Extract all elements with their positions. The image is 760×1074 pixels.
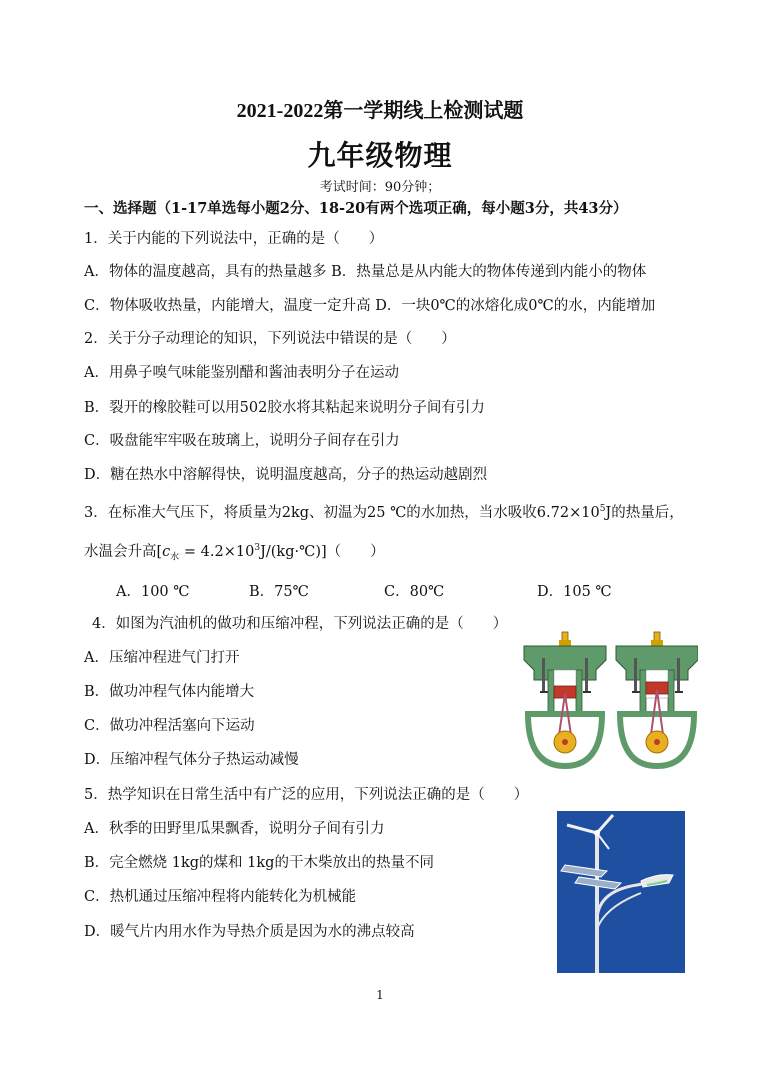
q3-c-symbol: c: [162, 543, 171, 560]
exam-time: 考试时间：90分钟；: [319, 180, 441, 195]
q2-option-c: C．吸盘能牢牢吸在玻璃上，说明分子间存在引力: [84, 433, 400, 449]
q2-option-d: D．糖在热水中溶解得快，说明温度越高，分子的热运动越剧烈: [84, 467, 488, 483]
q3-option-d: D．105 ℃: [537, 584, 612, 600]
page-number: 1: [376, 988, 384, 1002]
q1-stem: 1．关于内能的下列说法中，正确的是（ ）: [84, 231, 384, 247]
q4-option-a: A．压缩冲程进气门打开: [84, 650, 240, 666]
q2-option-a: A．用鼻子嗅气味能鉴别醋和酱油表明分子在运动: [84, 365, 399, 381]
q5-option-d: D．暖气片内用水作为导热介质是因为水的沸点较高: [84, 924, 415, 940]
exam-title: 2021-2022第一学期线上检测试题: [236, 100, 524, 122]
q3-stem-text-end: J的热量后，: [605, 504, 684, 521]
q1-options-ab: A．物体的温度越高，具有的热量越多 B．热量总是从内能大的物体传递到内能小的物体: [84, 264, 647, 280]
q2-stem: 2．关于分子动理论的知识，下列说法中错误的是（ ）: [84, 331, 456, 347]
engine-strokes-figure: [518, 630, 698, 770]
q4-option-b: B．做功冲程气体内能增大: [84, 684, 255, 700]
q4-stem: 4．如图为汽油机的做功和压缩冲程，下列说法正确的是（ ）: [92, 616, 508, 632]
q3-options: [116, 580, 616, 600]
q5-option-b: B．完全燃烧 1kg的煤和 1kg的干木柴放出的热量不同: [84, 855, 434, 871]
q5-option-a: A．秋季的田野里瓜果飘香，说明分子间有引力: [84, 821, 385, 837]
section-heading: 一、选择题（1-17单选每小题2分、18-20有两个选项正确，每小题3分，共43分）: [84, 200, 628, 217]
q3-option-b: B．75℃: [249, 584, 309, 600]
solar-wind-streetlight-figure: [557, 811, 685, 973]
q4-option-d: D．压缩冲程气体分子热运动减慢: [84, 752, 299, 768]
q5-stem: 5．热学知识在日常生活中有广泛的应用，下列说法正确的是（ ）: [84, 787, 529, 803]
q3-option-c: C．80℃: [384, 584, 445, 600]
q3-stem: [84, 499, 684, 523]
q3-exponent: 5: [599, 504, 606, 514]
engine-right: [616, 632, 698, 766]
q3-option-a: A．100 ℃: [116, 584, 190, 600]
q3-stem-text: 3．在标准大气压下，将质量为2kg、初温为25 ℃的水加热，当水吸收6.72×10: [84, 504, 600, 521]
q3-line2-prefix: 水温会升高[: [84, 543, 163, 560]
q3-c-unit: J/(kg·℃): [260, 543, 321, 560]
q4-option-c: C．做功冲程活塞向下运动: [84, 718, 255, 734]
q3-c-subscript: 水: [170, 552, 180, 563]
q3-c-exponent: 3: [254, 543, 261, 553]
q2-option-b: B．裂开的橡胶鞋可以用502胶水将其粘起来说明分子间有引力: [84, 400, 485, 416]
q1-options-cd: C．物体吸收热量，内能增大，温度一定升高 D．一块0℃的冰熔化成0℃的水，内能增加: [84, 298, 656, 314]
q5-option-c: C．热机通过压缩冲程将内能转化为机械能: [84, 889, 357, 905]
q3-line2-suffix: ]（ ）: [321, 543, 385, 560]
engine-left: [524, 632, 606, 766]
q3-c-value: = 4.2×10: [179, 543, 255, 560]
subject-title: 九年级物理: [307, 141, 453, 172]
q3-stem-line2: [84, 538, 385, 568]
